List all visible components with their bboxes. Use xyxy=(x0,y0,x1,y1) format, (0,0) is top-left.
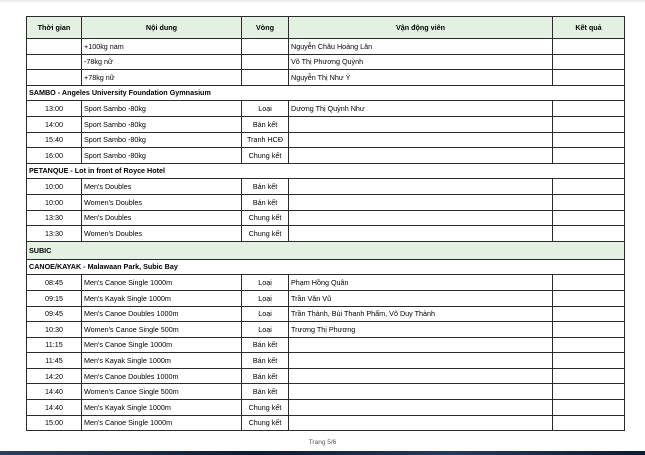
cell-athlete xyxy=(289,415,553,431)
cell-event: Sport Sambo -80kg xyxy=(82,132,242,148)
cell-result xyxy=(553,39,625,55)
cell-time: 09:15 xyxy=(27,290,82,306)
cell-time: 14:00 xyxy=(27,116,82,132)
cell-athlete: Trần Thành, Bùi Thanh Phẩm, Võ Duy Thành xyxy=(289,306,553,322)
cell-result xyxy=(553,415,625,431)
cell-round xyxy=(242,54,289,70)
cell-time: 14:20 xyxy=(27,368,82,384)
cell-time xyxy=(27,70,82,86)
table-row xyxy=(27,368,625,384)
cell-athlete: Nguyễn Thị Như Ý xyxy=(289,70,553,86)
cell-athlete: Dương Thị Quỳnh Như xyxy=(289,101,553,117)
cell-athlete xyxy=(289,116,553,132)
cell-athlete xyxy=(289,337,553,353)
page-bottom-edge xyxy=(0,451,645,455)
cell-event: +100kg nam xyxy=(82,39,242,55)
cell-time: 11:15 xyxy=(27,337,82,353)
cell-result xyxy=(553,337,625,353)
cell-result xyxy=(553,275,625,291)
cell-round: Bán kết xyxy=(242,337,289,353)
cell-athlete xyxy=(289,148,553,164)
cell-time: 14:40 xyxy=(27,384,82,400)
header-event: Nội dung xyxy=(82,17,242,39)
section-title: PETANQUE - Lot in front of Royce Hotel xyxy=(27,163,625,179)
cell-athlete: Trương Thị Phương xyxy=(289,322,553,338)
cell-result xyxy=(553,54,625,70)
cell-event: Women's Canoe Single 500m xyxy=(82,384,242,400)
cell-result xyxy=(553,322,625,338)
cell-round: Bán kết xyxy=(242,384,289,400)
cell-time: 11:45 xyxy=(27,353,82,369)
cell-time xyxy=(27,54,82,70)
table-row xyxy=(27,275,625,291)
schedule-table xyxy=(26,16,625,431)
cell-round: Loại xyxy=(242,322,289,338)
section-title: CANOE/KAYAK - Malawaan Park, Subic Bay xyxy=(27,259,625,275)
cell-result xyxy=(553,148,625,164)
cell-athlete: Nguyễn Châu Hoàng Lân xyxy=(289,39,553,55)
cell-time: 13:00 xyxy=(27,101,82,117)
table-header-row xyxy=(27,17,625,39)
table-row xyxy=(27,101,625,117)
cell-event: +78kg nữ xyxy=(82,70,242,86)
cell-result xyxy=(553,116,625,132)
header-result: Kết quả xyxy=(553,17,625,39)
cell-athlete: Võ Thị Phương Quỳnh xyxy=(289,54,553,70)
table-row xyxy=(27,194,625,210)
cell-event: Men's Canoe Single 1000m xyxy=(82,275,242,291)
cell-time: 15:40 xyxy=(27,132,82,148)
cell-athlete xyxy=(289,132,553,148)
cell-round: Tranh HCĐ xyxy=(242,132,289,148)
cell-event: Men's Doubles xyxy=(82,179,242,195)
cell-athlete xyxy=(289,194,553,210)
cell-event: Men's Canoe Doubles 1000m xyxy=(82,368,242,384)
cell-event: Men's Kayak Single 1000m xyxy=(82,353,242,369)
cell-result xyxy=(553,101,625,117)
cell-result xyxy=(553,384,625,400)
page-top-edge xyxy=(0,0,645,3)
cell-athlete xyxy=(289,179,553,195)
cell-athlete xyxy=(289,210,553,226)
cell-result xyxy=(553,306,625,322)
cell-time xyxy=(27,39,82,55)
cell-round: Loại xyxy=(242,306,289,322)
cell-result xyxy=(553,226,625,242)
table-row xyxy=(27,39,625,55)
cell-time: 16:00 xyxy=(27,148,82,164)
header-athlete: Vận động viên xyxy=(289,17,553,39)
table-row xyxy=(27,132,625,148)
cell-event: Women's Doubles xyxy=(82,226,242,242)
cell-athlete xyxy=(289,384,553,400)
cell-event: Men's Kayak Single 1000m xyxy=(82,400,242,416)
cell-time: 10:00 xyxy=(27,194,82,210)
cell-time: 15:00 xyxy=(27,415,82,431)
schedule-body xyxy=(27,39,625,431)
table-row xyxy=(27,179,625,195)
cell-round: Bán kết xyxy=(242,194,289,210)
cell-result xyxy=(553,400,625,416)
cell-event: Sport Sambo -80kg xyxy=(82,101,242,117)
table-row xyxy=(27,337,625,353)
cell-round: Chung kết xyxy=(242,226,289,242)
cell-event: Men's Doubles xyxy=(82,210,242,226)
cell-athlete xyxy=(289,353,553,369)
cell-athlete xyxy=(289,368,553,384)
table-row xyxy=(27,148,625,164)
header-time: Thời gian xyxy=(27,17,82,39)
header-round: Vòng xyxy=(242,17,289,39)
cell-round xyxy=(242,70,289,86)
table-row xyxy=(27,415,625,431)
cell-result xyxy=(553,70,625,86)
section-row xyxy=(27,85,625,101)
cell-event: -78kg nữ xyxy=(82,54,242,70)
cell-event: Women's Doubles xyxy=(82,194,242,210)
table-row xyxy=(27,400,625,416)
cell-round xyxy=(242,39,289,55)
cell-round: Chung kết xyxy=(242,400,289,416)
cell-round: Chung kết xyxy=(242,210,289,226)
section-title: SAMBO - Angeles University Foundation Gymnasium xyxy=(27,85,625,101)
cell-time: 08:45 xyxy=(27,275,82,291)
cell-round: Chung kết xyxy=(242,415,289,431)
table-row xyxy=(27,290,625,306)
page-number: Trang 5/6 xyxy=(308,439,337,446)
section-row xyxy=(27,163,625,179)
table-row xyxy=(27,322,625,338)
table-row xyxy=(27,353,625,369)
cell-result xyxy=(553,353,625,369)
table-row xyxy=(27,384,625,400)
cell-athlete: Trần Văn Vũ xyxy=(289,290,553,306)
section-row xyxy=(27,259,625,275)
table-row xyxy=(27,116,625,132)
cell-result xyxy=(553,179,625,195)
cell-event: Men's Canoe Single 1000m xyxy=(82,337,242,353)
cell-event: Sport Sambo -80kg xyxy=(82,148,242,164)
cell-athlete: Phạm Hồng Quân xyxy=(289,275,553,291)
cell-event: Men's Canoe Doubles 1000m xyxy=(82,306,242,322)
venue-title: SUBIC xyxy=(27,241,625,259)
cell-round: Bán kết xyxy=(242,116,289,132)
cell-round: Bán kết xyxy=(242,179,289,195)
cell-athlete xyxy=(289,400,553,416)
cell-round: Loại xyxy=(242,290,289,306)
cell-round: Bán kết xyxy=(242,353,289,369)
cell-time: 14:40 xyxy=(27,400,82,416)
cell-round: Bán kết xyxy=(242,368,289,384)
cell-result xyxy=(553,132,625,148)
table-row xyxy=(27,306,625,322)
cell-round: Chung kết xyxy=(242,148,289,164)
table-row xyxy=(27,226,625,242)
cell-result xyxy=(553,210,625,226)
cell-time: 13:30 xyxy=(27,210,82,226)
cell-athlete xyxy=(289,226,553,242)
cell-time: 10:00 xyxy=(27,179,82,195)
cell-event: Sport Sambo -80kg xyxy=(82,116,242,132)
cell-round: Loại xyxy=(242,275,289,291)
table-row xyxy=(27,54,625,70)
cell-result xyxy=(553,290,625,306)
venue-row xyxy=(27,241,625,259)
cell-event: Women's Canoe Single 500m xyxy=(82,322,242,338)
cell-round: Loại xyxy=(242,101,289,117)
table-row xyxy=(27,70,625,86)
cell-time: 09:45 xyxy=(27,306,82,322)
table-row xyxy=(27,210,625,226)
cell-time: 10:30 xyxy=(27,322,82,338)
cell-event: Men's Kayak Single 1000m xyxy=(82,290,242,306)
cell-time: 13:30 xyxy=(27,226,82,242)
cell-result xyxy=(553,194,625,210)
cell-result xyxy=(553,368,625,384)
cell-event: Men's Canoe Single 1000m xyxy=(82,415,242,431)
